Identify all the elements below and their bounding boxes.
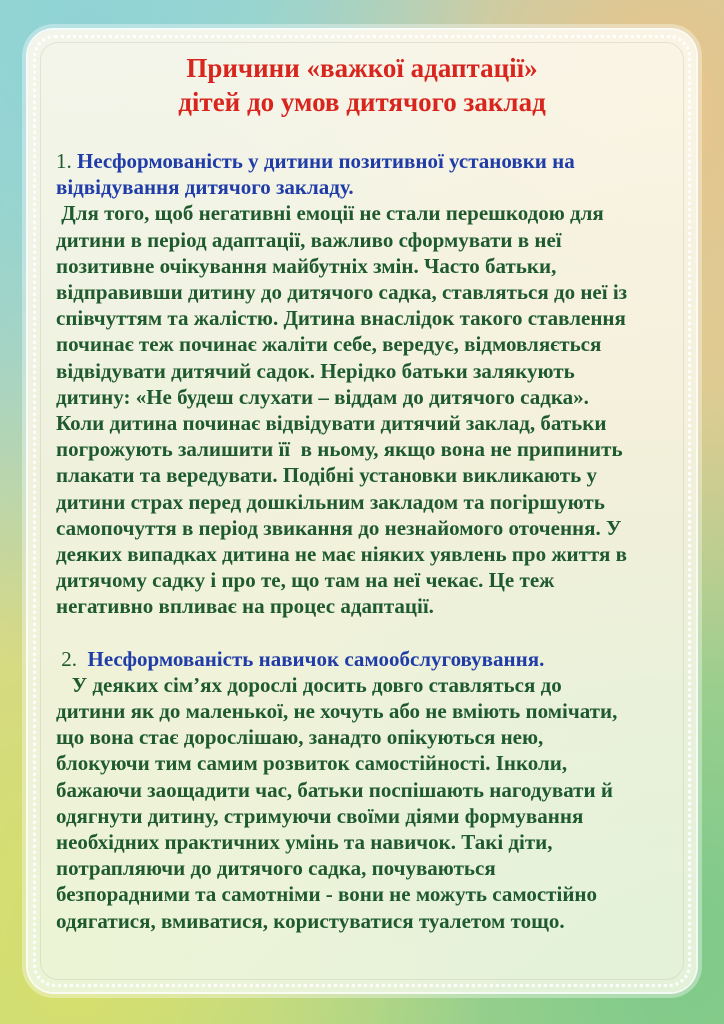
section1-heading: Несформованість у дитини позитивної установки на — [77, 149, 575, 173]
section2-body-line: блокуючи тим самим розвиток самостійності. Інколи, — [56, 751, 568, 776]
section2-body-line: необхідних практичних умінь та навичок. Такі діти, — [56, 830, 553, 855]
section1-body-line: дитину: «Не будеш слухати – віддам до дитячого садка». — [56, 384, 589, 409]
section1-heading-line-1 — [56, 148, 680, 174]
section1-body-line: співчуттям та жалістю. Дитина внаслідок такого ставлення — [56, 306, 626, 331]
section2-body-line: бажаючи заощадити час, батьки поспішають нагодувати й — [56, 777, 613, 802]
title-line-1: Причини «важкої адаптації» — [186, 53, 538, 83]
section1-heading-line-2: відвідування дитячого закладу. — [56, 175, 354, 200]
section1-body-line: негативно впливає на процес адаптації. — [56, 594, 434, 619]
title-line-2: дітей до умов дитячого заклад — [178, 87, 546, 117]
section1-body-line: відвідувати дитячий садок. Нерідко батьки залякують — [56, 358, 575, 383]
section1-body-line: Для того, щоб негативні емоції не стали перешкодою для — [56, 201, 604, 226]
section1-body-line: відправивши дитину до дитячого садка, ставляться до неї із — [56, 280, 628, 305]
section1-body-line: дитини страх перед дошкільним закладом та погіршують — [56, 489, 605, 514]
section2-heading-line — [56, 646, 680, 672]
section2-body-line: одягатися, вмиватися, користуватися туалетом тощо. — [56, 908, 565, 933]
section2-heading: Несформованість навичок самообслуговування. — [87, 646, 545, 671]
section1-body-line: Коли дитина починає відвідувати дитячий заклад, батьки — [56, 411, 607, 436]
section2-body-line: що вона стає дорослішаю, занадто опікуються нею, — [56, 725, 544, 750]
section1-body-line: дитячому садку і про те, що там на неї чекає. Це теж — [56, 568, 555, 593]
section1-body-line: погрожують залишити її в ньому, якщо вона не припинить — [56, 437, 623, 462]
section2-body — [56, 672, 680, 934]
section1-body-line: плакати та вередувати. Подібні установки викликають у — [56, 463, 597, 488]
section1-body-line: починає теж починає жаліти себе, вередує, відмовляється — [56, 332, 602, 357]
section1-number: 1. — [56, 149, 72, 173]
section1-body-line: самопочуття в період звикання до незнайомого оточення. У — [56, 515, 622, 540]
section1-body — [56, 200, 680, 619]
section2-body-line: безпорадними та самотніми - вони не можуть самостійно — [56, 882, 598, 907]
section1-body-line: позитивне очікування майбутніх змін. Часто батьки, — [56, 253, 557, 278]
section2-number: 2. — [56, 646, 77, 671]
section1-body-line: дитини в період адаптації, важливо сформувати в неї — [56, 227, 562, 252]
section2-body-line: дитини як до маленької, не хочуть або не вміють помічати, — [56, 699, 618, 724]
section1-body-line: деяких випадках дитина не має ніяких уявлень про життя в — [56, 542, 627, 567]
section2-body-line: одягнути дитину, стримуючи своїми діями формування — [56, 803, 584, 828]
section2-body-line: потрапляючи до дитячого садка, почуваються — [56, 856, 496, 881]
section2-body-line: У деяких сім’ях дорослі досить довго ставляться до — [56, 672, 562, 697]
document-body — [56, 148, 680, 934]
